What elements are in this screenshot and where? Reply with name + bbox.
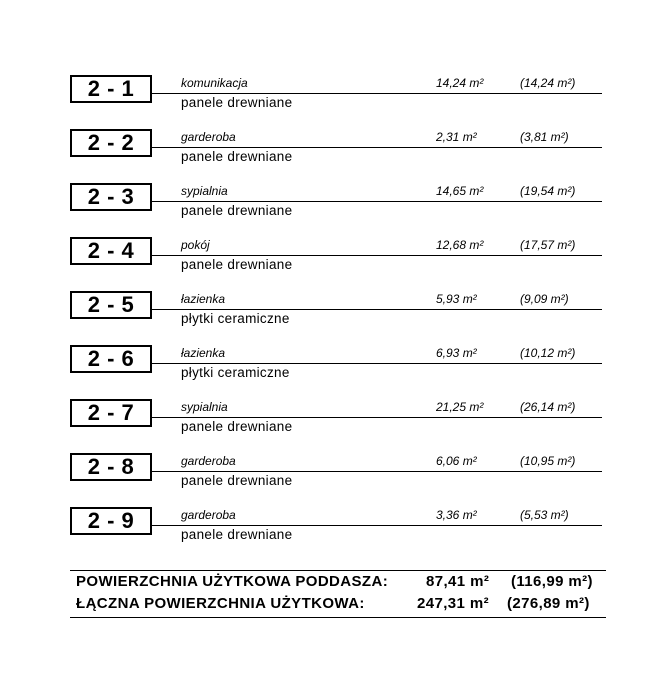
overall-area-total: (276,89 m²) [507,595,590,612]
room-divider [152,93,602,94]
summary-row-overall [70,595,606,615]
room-row [70,75,602,113]
room-row [70,507,602,545]
attic-area-label: POWIERZCHNIA UŻYTKOWA PODDASZA: [76,573,389,590]
room-total-area: (9,09 m²) [520,292,569,306]
room-row [70,291,602,329]
room-divider [152,363,602,364]
room-number: 2 - 7 [70,399,152,427]
room-number: 2 - 4 [70,237,152,265]
room-divider [152,525,602,526]
room-number: 2 - 5 [70,291,152,319]
attic-area-value: 87,41 m² [426,573,490,590]
room-number: 2 - 9 [70,507,152,535]
room-total-area: (10,95 m²) [520,454,576,468]
room-floor-finish: płytki ceramiczne [181,311,290,326]
room-total-area: (17,57 m²) [520,238,576,252]
room-floor-finish: panele drewniane [181,95,293,110]
room-total-area: (14,24 m²) [520,76,576,90]
room-area: 14,65 m² [436,184,484,198]
overall-area-value: 247,31 m² [417,595,489,612]
room-row [70,183,602,221]
summary-row-attic [70,573,606,593]
room-row [70,237,602,275]
room-area: 21,25 m² [436,400,484,414]
room-area: 6,93 m² [436,346,477,360]
summary-bottom-rule [70,617,606,618]
room-name: garderoba [181,130,236,144]
room-name: garderoba [181,454,236,468]
room-area: 14,24 m² [436,76,484,90]
room-name: garderoba [181,508,236,522]
room-floor-finish: panele drewniane [181,473,293,488]
room-divider [152,147,602,148]
summary-top-rule [70,570,606,571]
overall-area-label: ŁĄCZNA POWIERZCHNIA UŻYTKOWA: [76,595,365,612]
room-divider [152,471,602,472]
room-divider [152,255,602,256]
room-area: 6,06 m² [436,454,477,468]
room-floor-finish: panele drewniane [181,257,293,272]
room-area: 5,93 m² [436,292,477,306]
room-total-area: (3,81 m²) [520,130,569,144]
room-name: sypialnia [181,184,228,198]
room-number: 2 - 6 [70,345,152,373]
room-area: 12,68 m² [436,238,484,252]
room-number: 2 - 1 [70,75,152,103]
room-divider [152,309,602,310]
room-row [70,399,602,437]
room-row [70,129,602,167]
attic-area-total: (116,99 m²) [511,573,593,590]
room-total-area: (26,14 m²) [520,400,576,414]
room-name: sypialnia [181,400,228,414]
room-name: łazienka [181,346,226,360]
room-row [70,345,602,383]
room-floor-finish: panele drewniane [181,203,293,218]
room-name: łazienka [181,292,226,306]
room-area: 3,36 m² [436,508,477,522]
room-number: 2 - 8 [70,453,152,481]
room-divider [152,417,602,418]
room-divider [152,201,602,202]
room-total-area: (5,53 m²) [520,508,569,522]
room-total-area: (10,12 m²) [520,346,576,360]
room-name: pokój [181,238,210,252]
room-floor-finish: panele drewniane [181,527,293,542]
room-area: 2,31 m² [436,130,477,144]
area-summary [70,570,606,618]
room-name: komunikacja [181,76,248,90]
room-number: 2 - 3 [70,183,152,211]
room-floor-finish: panele drewniane [181,149,293,164]
room-floor-finish: panele drewniane [181,419,293,434]
room-total-area: (19,54 m²) [520,184,576,198]
room-row [70,453,602,491]
room-number: 2 - 2 [70,129,152,157]
room-floor-finish: płytki ceramiczne [181,365,290,380]
